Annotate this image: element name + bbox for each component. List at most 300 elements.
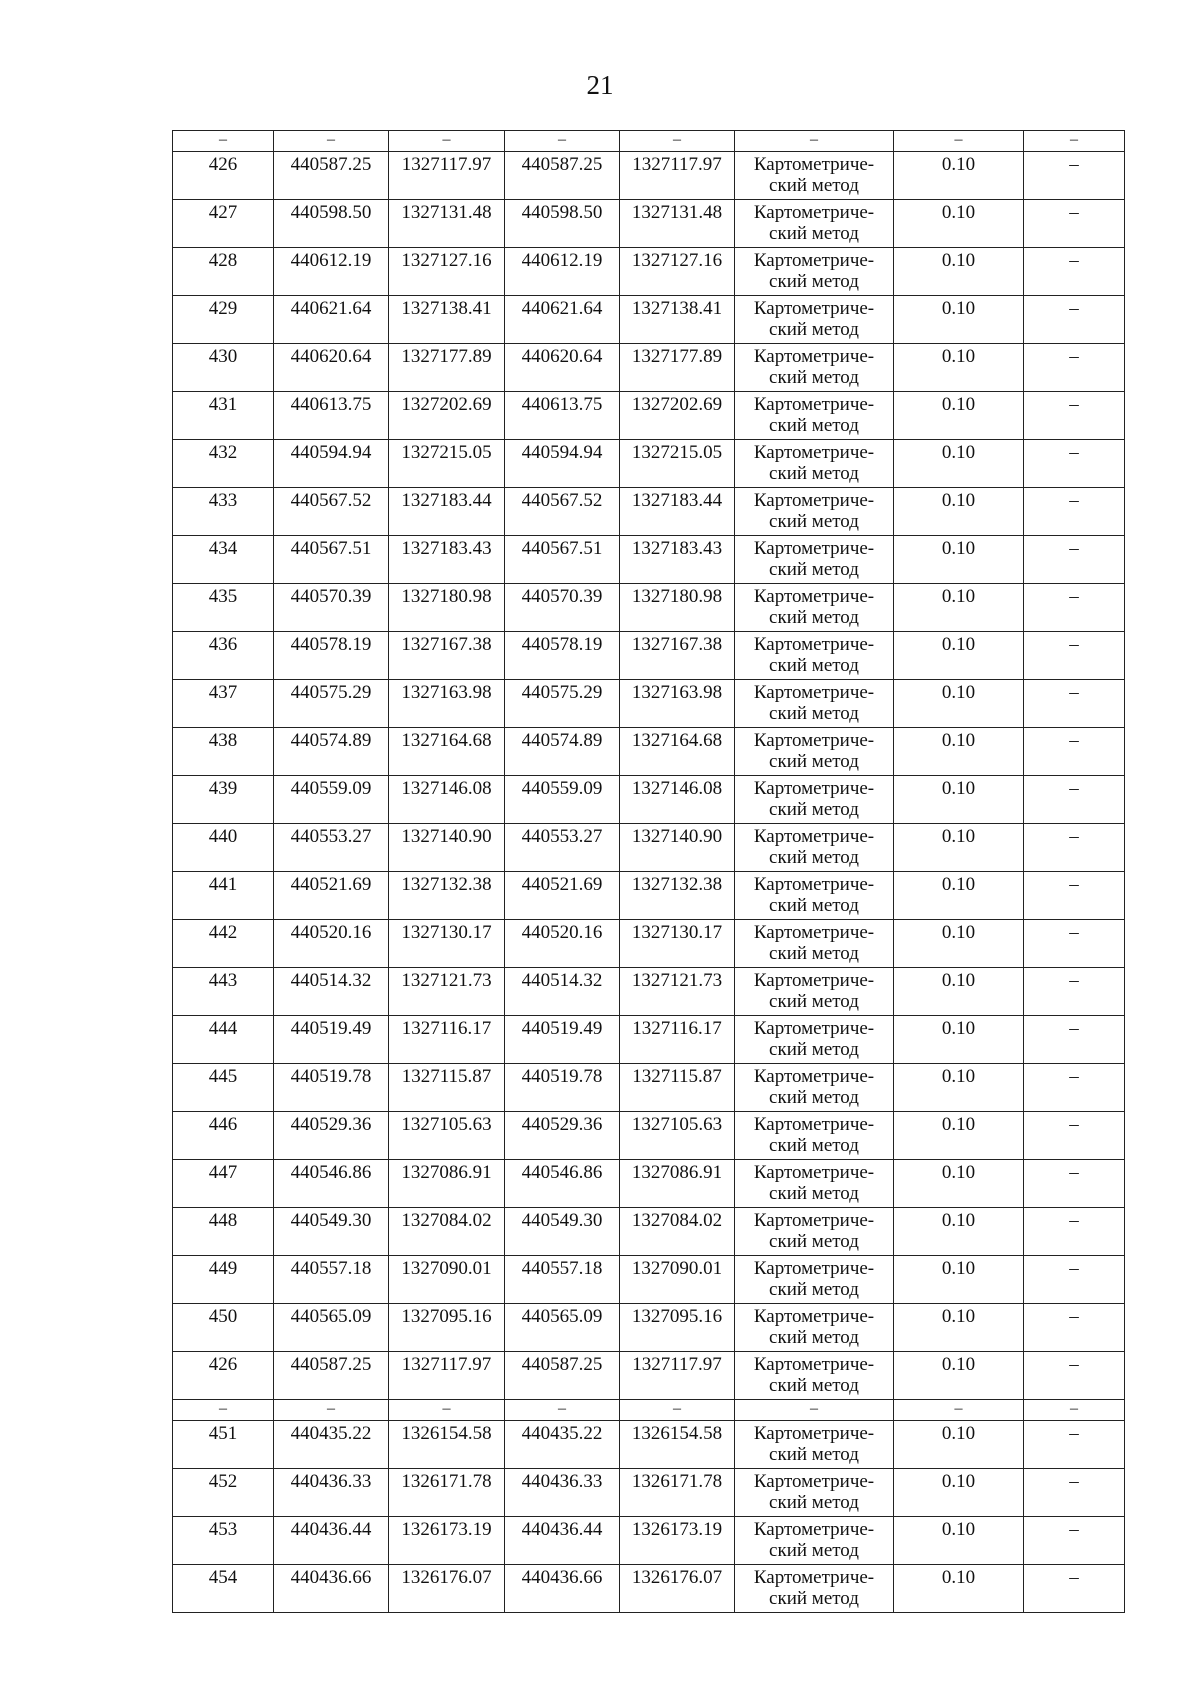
point-number: 436 <box>173 632 274 680</box>
x-new: 440570.39 <box>505 584 620 632</box>
x-old: 440613.75 <box>274 392 389 440</box>
y-new: 1327163.98 <box>620 680 735 728</box>
x-old: 440546.86 <box>274 1160 389 1208</box>
y-old: 1327117.97 <box>389 152 505 200</box>
method-text: Картометриче- <box>753 250 875 271</box>
method-text: ский метод <box>769 271 859 292</box>
note: – <box>1024 296 1125 344</box>
x-old: 440559.09 <box>274 776 389 824</box>
point-number: 449 <box>173 1256 274 1304</box>
accuracy: 0.10 <box>894 1160 1024 1208</box>
method-text: Картометриче- <box>753 922 875 943</box>
method <box>735 1469 894 1517</box>
method-text: Картометриче- <box>753 154 875 175</box>
note: – <box>1024 920 1125 968</box>
method-text: ский метод <box>769 367 859 388</box>
method <box>735 200 894 248</box>
point-number: 433 <box>173 488 274 536</box>
point-number: 438 <box>173 728 274 776</box>
x-old: 440620.64 <box>274 344 389 392</box>
table-row <box>173 488 1125 536</box>
method <box>735 1112 894 1160</box>
point-number: 454 <box>173 1565 274 1613</box>
point-number: 426 <box>173 1352 274 1400</box>
x-new: 440436.66 <box>505 1565 620 1613</box>
method-text: ский метод <box>769 319 859 340</box>
separator-cell: – <box>505 131 620 152</box>
table-row <box>173 1160 1125 1208</box>
method <box>735 584 894 632</box>
method-text: ский метод <box>769 415 859 436</box>
method <box>735 1064 894 1112</box>
note: – <box>1024 200 1125 248</box>
x-new: 440435.22 <box>505 1421 620 1469</box>
method-text: Картометриче- <box>753 1018 875 1039</box>
table-row <box>173 440 1125 488</box>
method <box>735 968 894 1016</box>
note: – <box>1024 776 1125 824</box>
note: – <box>1024 680 1125 728</box>
method-text: Картометриче- <box>753 442 875 463</box>
y-new: 1327140.90 <box>620 824 735 872</box>
note: – <box>1024 440 1125 488</box>
method-text: ский метод <box>769 559 859 580</box>
note: – <box>1024 488 1125 536</box>
y-new: 1327132.38 <box>620 872 735 920</box>
y-new: 1327177.89 <box>620 344 735 392</box>
table-row <box>173 1565 1125 1613</box>
accuracy: 0.10 <box>894 152 1024 200</box>
x-new: 440519.49 <box>505 1016 620 1064</box>
accuracy: 0.10 <box>894 1469 1024 1517</box>
method-text: Картометриче- <box>753 202 875 223</box>
note: – <box>1024 1469 1125 1517</box>
accuracy: 0.10 <box>894 824 1024 872</box>
separator-cell: – <box>505 1400 620 1421</box>
point-number: 453 <box>173 1517 274 1565</box>
method-text: Картометриче- <box>753 970 875 991</box>
method <box>735 1421 894 1469</box>
note: – <box>1024 632 1125 680</box>
table-row <box>173 776 1125 824</box>
x-old: 440587.25 <box>274 1352 389 1400</box>
note: – <box>1024 1304 1125 1352</box>
y-new: 1326171.78 <box>620 1469 735 1517</box>
method <box>735 296 894 344</box>
method-text: ский метод <box>769 1444 859 1465</box>
accuracy: 0.10 <box>894 776 1024 824</box>
point-number: 439 <box>173 776 274 824</box>
x-new: 440559.09 <box>505 776 620 824</box>
table-row <box>173 920 1125 968</box>
method-text: ский метод <box>769 175 859 196</box>
note: – <box>1024 536 1125 584</box>
y-new: 1327127.16 <box>620 248 735 296</box>
x-old: 440570.39 <box>274 584 389 632</box>
y-new: 1327086.91 <box>620 1160 735 1208</box>
method-text: Картометриче- <box>753 586 875 607</box>
y-old: 1327086.91 <box>389 1160 505 1208</box>
x-old: 440575.29 <box>274 680 389 728</box>
x-old: 440435.22 <box>274 1421 389 1469</box>
x-new: 440553.27 <box>505 824 620 872</box>
accuracy: 0.10 <box>894 968 1024 1016</box>
method-text: Картометриче- <box>753 682 875 703</box>
x-new: 440587.25 <box>505 1352 620 1400</box>
x-old: 440565.09 <box>274 1304 389 1352</box>
method <box>735 1352 894 1400</box>
y-old: 1327131.48 <box>389 200 505 248</box>
y-old: 1326171.78 <box>389 1469 505 1517</box>
point-number: 428 <box>173 248 274 296</box>
y-old: 1327202.69 <box>389 392 505 440</box>
accuracy: 0.10 <box>894 392 1024 440</box>
accuracy: 0.10 <box>894 920 1024 968</box>
method <box>735 152 894 200</box>
y-old: 1327167.38 <box>389 632 505 680</box>
separator-cell: – <box>735 131 894 152</box>
method <box>735 1208 894 1256</box>
accuracy: 0.10 <box>894 296 1024 344</box>
y-old: 1327090.01 <box>389 1256 505 1304</box>
y-old: 1327117.97 <box>389 1352 505 1400</box>
y-new: 1327115.87 <box>620 1064 735 1112</box>
x-new: 440549.30 <box>505 1208 620 1256</box>
method <box>735 824 894 872</box>
x-old: 440553.27 <box>274 824 389 872</box>
x-new: 440520.16 <box>505 920 620 968</box>
y-old: 1326176.07 <box>389 1565 505 1613</box>
separator-cell: – <box>894 1400 1024 1421</box>
y-old: 1327138.41 <box>389 296 505 344</box>
accuracy: 0.10 <box>894 1352 1024 1400</box>
point-number: 448 <box>173 1208 274 1256</box>
method-text: Картометриче- <box>753 490 875 511</box>
method-text: Картометриче- <box>753 1114 875 1135</box>
note: – <box>1024 1064 1125 1112</box>
accuracy: 0.10 <box>894 488 1024 536</box>
table-row <box>173 968 1125 1016</box>
method-text: Картометриче- <box>753 1471 875 1492</box>
point-number: 430 <box>173 344 274 392</box>
method-text: ский метод <box>769 1540 859 1561</box>
method <box>735 776 894 824</box>
table-row <box>173 1469 1125 1517</box>
method <box>735 440 894 488</box>
method-text: ский метод <box>769 1135 859 1156</box>
point-number: 435 <box>173 584 274 632</box>
method-text: ский метод <box>769 991 859 1012</box>
table-row <box>173 248 1125 296</box>
y-old: 1327180.98 <box>389 584 505 632</box>
y-old: 1327163.98 <box>389 680 505 728</box>
note: – <box>1024 728 1125 776</box>
x-old: 440519.78 <box>274 1064 389 1112</box>
method-text: Картометриче- <box>753 634 875 655</box>
x-new: 440565.09 <box>505 1304 620 1352</box>
point-number: 443 <box>173 968 274 1016</box>
table-body <box>173 131 1125 1613</box>
table-row <box>173 1208 1125 1256</box>
y-old: 1327127.16 <box>389 248 505 296</box>
y-new: 1326173.19 <box>620 1517 735 1565</box>
point-number: 451 <box>173 1421 274 1469</box>
accuracy: 0.10 <box>894 1304 1024 1352</box>
x-new: 440620.64 <box>505 344 620 392</box>
x-new: 440436.44 <box>505 1517 620 1565</box>
method-text: Картометриче- <box>753 298 875 319</box>
method <box>735 728 894 776</box>
accuracy: 0.10 <box>894 728 1024 776</box>
method <box>735 536 894 584</box>
accuracy: 0.10 <box>894 1421 1024 1469</box>
y-new: 1327183.43 <box>620 536 735 584</box>
x-old: 440519.49 <box>274 1016 389 1064</box>
y-old: 1326154.58 <box>389 1421 505 1469</box>
x-old: 440594.94 <box>274 440 389 488</box>
note: – <box>1024 1160 1125 1208</box>
method-text: ский метод <box>769 607 859 628</box>
y-new: 1327117.97 <box>620 152 735 200</box>
y-new: 1327131.48 <box>620 200 735 248</box>
separator-cell: – <box>173 131 274 152</box>
x-new: 440519.78 <box>505 1064 620 1112</box>
method-text: ский метод <box>769 895 859 916</box>
y-old: 1327115.87 <box>389 1064 505 1112</box>
table-row <box>173 1304 1125 1352</box>
y-old: 1327183.44 <box>389 488 505 536</box>
method-text: Картометриче- <box>753 346 875 367</box>
x-new: 440621.64 <box>505 296 620 344</box>
table-row <box>173 344 1125 392</box>
note: – <box>1024 1517 1125 1565</box>
x-new: 440529.36 <box>505 1112 620 1160</box>
method-text: Картометриче- <box>753 1066 875 1087</box>
accuracy: 0.10 <box>894 680 1024 728</box>
y-old: 1327116.17 <box>389 1016 505 1064</box>
y-new: 1327146.08 <box>620 776 735 824</box>
point-number: 452 <box>173 1469 274 1517</box>
x-old: 440612.19 <box>274 248 389 296</box>
x-new: 440567.52 <box>505 488 620 536</box>
accuracy: 0.10 <box>894 536 1024 584</box>
accuracy: 0.10 <box>894 440 1024 488</box>
table-row <box>173 1016 1125 1064</box>
method <box>735 872 894 920</box>
method-text: ский метод <box>769 1588 859 1609</box>
page-number: 21 <box>586 70 614 100</box>
note: – <box>1024 1208 1125 1256</box>
method-text: Картометриче- <box>753 874 875 895</box>
accuracy: 0.10 <box>894 1112 1024 1160</box>
separator-cell: – <box>274 1400 389 1421</box>
point-number: 432 <box>173 440 274 488</box>
table-row <box>173 632 1125 680</box>
method-text: ский метод <box>769 1327 859 1348</box>
separator-cell: – <box>735 1400 894 1421</box>
note: – <box>1024 872 1125 920</box>
method-text: ский метод <box>769 1492 859 1513</box>
y-new: 1327183.44 <box>620 488 735 536</box>
separator-cell: – <box>1024 1400 1125 1421</box>
x-new: 440557.18 <box>505 1256 620 1304</box>
point-number: 440 <box>173 824 274 872</box>
y-new: 1327117.97 <box>620 1352 735 1400</box>
point-number: 445 <box>173 1064 274 1112</box>
x-old: 440567.52 <box>274 488 389 536</box>
table-row <box>173 1112 1125 1160</box>
note: – <box>1024 1016 1125 1064</box>
separator-cell: – <box>1024 131 1125 152</box>
point-number: 437 <box>173 680 274 728</box>
y-old: 1327132.38 <box>389 872 505 920</box>
table-row <box>173 296 1125 344</box>
method <box>735 632 894 680</box>
y-old: 1327215.05 <box>389 440 505 488</box>
method-text: ский метод <box>769 799 859 820</box>
table-row <box>173 1064 1125 1112</box>
y-new: 1327215.05 <box>620 440 735 488</box>
note: – <box>1024 1565 1125 1613</box>
y-new: 1327116.17 <box>620 1016 735 1064</box>
table-row <box>173 584 1125 632</box>
point-number: 450 <box>173 1304 274 1352</box>
note: – <box>1024 1352 1125 1400</box>
accuracy: 0.10 <box>894 344 1024 392</box>
note: – <box>1024 1421 1125 1469</box>
method-text: Картометриче- <box>753 1567 875 1588</box>
y-new: 1327180.98 <box>620 584 735 632</box>
x-old: 440436.33 <box>274 1469 389 1517</box>
method-text: Картометриче- <box>753 394 875 415</box>
separator-row <box>173 1400 1125 1421</box>
x-old: 440621.64 <box>274 296 389 344</box>
note: – <box>1024 968 1125 1016</box>
separator-cell: – <box>620 1400 735 1421</box>
method-text: ский метод <box>769 1183 859 1204</box>
accuracy: 0.10 <box>894 1064 1024 1112</box>
method-text: ский метод <box>769 703 859 724</box>
x-old: 440436.66 <box>274 1565 389 1613</box>
x-new: 440575.29 <box>505 680 620 728</box>
y-new: 1327164.68 <box>620 728 735 776</box>
method-text: ский метод <box>769 751 859 772</box>
y-old: 1327130.17 <box>389 920 505 968</box>
table-row <box>173 872 1125 920</box>
x-old: 440587.25 <box>274 152 389 200</box>
y-new: 1327202.69 <box>620 392 735 440</box>
method-text: Картометриче- <box>753 826 875 847</box>
y-new: 1327121.73 <box>620 968 735 1016</box>
method <box>735 1304 894 1352</box>
method-text: Картометриче- <box>753 538 875 559</box>
method-text: ский метод <box>769 847 859 868</box>
table-row <box>173 1352 1125 1400</box>
point-number: 442 <box>173 920 274 968</box>
x-old: 440514.32 <box>274 968 389 1016</box>
accuracy: 0.10 <box>894 1016 1024 1064</box>
x-old: 440521.69 <box>274 872 389 920</box>
table-row <box>173 200 1125 248</box>
accuracy: 0.10 <box>894 632 1024 680</box>
table-row <box>173 824 1125 872</box>
separator-cell: – <box>389 1400 505 1421</box>
method-text: Картометриче- <box>753 1306 875 1327</box>
accuracy: 0.10 <box>894 584 1024 632</box>
note: – <box>1024 344 1125 392</box>
method-text: ский метод <box>769 1375 859 1396</box>
table-row <box>173 680 1125 728</box>
y-new: 1327090.01 <box>620 1256 735 1304</box>
separator-cell: – <box>620 131 735 152</box>
x-new: 440574.89 <box>505 728 620 776</box>
y-old: 1327140.90 <box>389 824 505 872</box>
point-number: 434 <box>173 536 274 584</box>
method-text: ский метод <box>769 463 859 484</box>
y-new: 1327084.02 <box>620 1208 735 1256</box>
x-old: 440574.89 <box>274 728 389 776</box>
x-old: 440598.50 <box>274 200 389 248</box>
separator-cell: – <box>389 131 505 152</box>
note: – <box>1024 824 1125 872</box>
table-row <box>173 392 1125 440</box>
method-text: ский метод <box>769 655 859 676</box>
method-text: Картометриче- <box>753 1354 875 1375</box>
method <box>735 1016 894 1064</box>
x-new: 440594.94 <box>505 440 620 488</box>
note: – <box>1024 1112 1125 1160</box>
method <box>735 344 894 392</box>
y-old: 1327105.63 <box>389 1112 505 1160</box>
accuracy: 0.10 <box>894 1256 1024 1304</box>
y-old: 1327095.16 <box>389 1304 505 1352</box>
y-old: 1327177.89 <box>389 344 505 392</box>
method-text: ский метод <box>769 511 859 532</box>
separator-cell: – <box>173 1400 274 1421</box>
method <box>735 488 894 536</box>
x-new: 440598.50 <box>505 200 620 248</box>
method-text: Картометриче- <box>753 730 875 751</box>
note: – <box>1024 1256 1125 1304</box>
x-old: 440520.16 <box>274 920 389 968</box>
separator-cell: – <box>894 131 1024 152</box>
method <box>735 1256 894 1304</box>
point-number: 447 <box>173 1160 274 1208</box>
point-number: 446 <box>173 1112 274 1160</box>
x-new: 440613.75 <box>505 392 620 440</box>
accuracy: 0.10 <box>894 1565 1024 1613</box>
x-new: 440612.19 <box>505 248 620 296</box>
method <box>735 1160 894 1208</box>
y-new: 1327167.38 <box>620 632 735 680</box>
y-old: 1327183.43 <box>389 536 505 584</box>
x-new: 440514.32 <box>505 968 620 1016</box>
method-text: ский метод <box>769 943 859 964</box>
method <box>735 248 894 296</box>
point-number: 427 <box>173 200 274 248</box>
method-text: Картометриче- <box>753 1210 875 1231</box>
x-old: 440549.30 <box>274 1208 389 1256</box>
point-number: 426 <box>173 152 274 200</box>
x-old: 440557.18 <box>274 1256 389 1304</box>
y-old: 1327164.68 <box>389 728 505 776</box>
coordinates-table <box>172 130 1125 1613</box>
y-new: 1326154.58 <box>620 1421 735 1469</box>
method <box>735 1517 894 1565</box>
y-new: 1326176.07 <box>620 1565 735 1613</box>
separator-row <box>173 131 1125 152</box>
method-text: ский метод <box>769 1039 859 1060</box>
